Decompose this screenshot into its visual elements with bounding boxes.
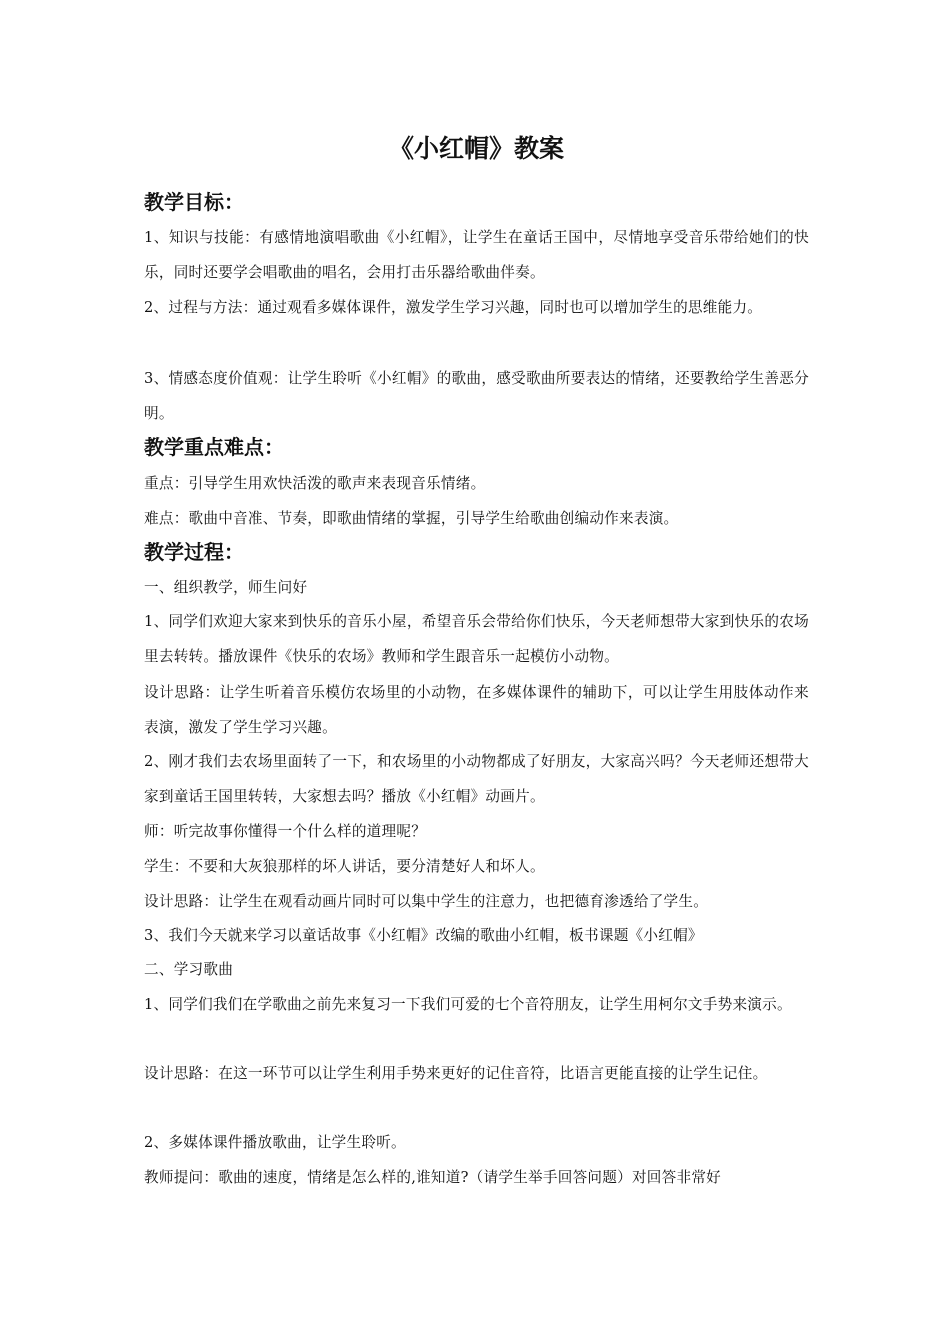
process-paragraph: 二、学习歌曲: [144, 961, 234, 978]
section-heading-process: 教学过程：: [144, 540, 244, 564]
section-heading-objectives: 教学目标：: [144, 190, 244, 214]
process-paragraph: 设计思路：让学生听着音乐模仿农场里的小动物，在多媒体课件的辅助下，可以让学生用肢体动作来表演，激发了学生学习兴趣。: [144, 684, 809, 736]
objective-paragraph: 3、情感态度价值观：让学生聆听《小红帽》的歌曲，感受歌曲所要表达的情绪，还要教给学生善恶分明。: [144, 370, 809, 422]
process-paragraph: 1、同学们欢迎大家来到快乐的音乐小屋，希望音乐会带给你们快乐，今天老师想带大家到快乐的农场里去转转。播放课件《快乐的农场》教师和学生跟音乐一起模仿小动物。: [144, 613, 809, 665]
process-paragraph: 设计思路：在这一环节可以让学生利用手势来更好的记住音符，比语言更能直接的让学生记住。: [144, 1065, 768, 1082]
process-paragraph: 设计思路：让学生在观看动画片同时可以集中学生的注意力，也把德育渗透给了学生。: [144, 893, 709, 910]
process-paragraph: 师：听完故事你懂得一个什么样的道理呢？: [144, 823, 427, 840]
objective-paragraph: 2、过程与方法：通过观看多媒体课件，激发学生学习兴趣，同时也可以增加学生的思维能力。: [144, 299, 763, 316]
key-point-paragraph: 难点：歌曲中音准、节奏，即歌曲情绪的掌握，引导学生给歌曲创编动作来表演。: [144, 510, 679, 527]
process-paragraph: 2、刚才我们去农场里面转了一下，和农场里的小动物都成了好朋友，大家高兴吗？今天老师还想带大家到童话王国里转转，大家想去吗？播放《小红帽》动画片。: [144, 753, 809, 805]
process-paragraph: 一、组织教学，师生问好: [144, 579, 308, 596]
process-paragraph: 2、多媒体课件播放歌曲，让学生聆听。: [144, 1134, 406, 1151]
document-title: 《小红帽》教案: [388, 134, 564, 163]
process-paragraph: 教师提问：歌曲的速度，情绪是怎么样的,谁知道?（请学生举手回答问题）对回答非常好: [144, 1169, 722, 1186]
key-point-paragraph: 重点：引导学生用欢快活泼的歌声来表现音乐情绪。: [144, 475, 486, 492]
process-paragraph: 3、我们今天就来学习以童话故事《小红帽》改编的歌曲小红帽，板书课题《小红帽》: [144, 927, 703, 944]
process-paragraph: 1、同学们我们在学歌曲之前先来复习一下我们可爱的七个音符朋友，让学生用柯尔文手势来演示。: [144, 996, 792, 1013]
section-heading-key-points: 教学重点难点：: [144, 435, 284, 459]
process-paragraph: 学生：不要和大灰狼那样的坏人讲话，要分清楚好人和坏人。: [144, 858, 545, 875]
objective-paragraph: 1、知识与技能：有感情地演唱歌曲《小红帽》，让学生在童话王国中，尽情地享受音乐带给她们的快乐，同时还要学会唱歌曲的唱名，会用打击乐器给歌曲伴奏。: [144, 229, 809, 281]
